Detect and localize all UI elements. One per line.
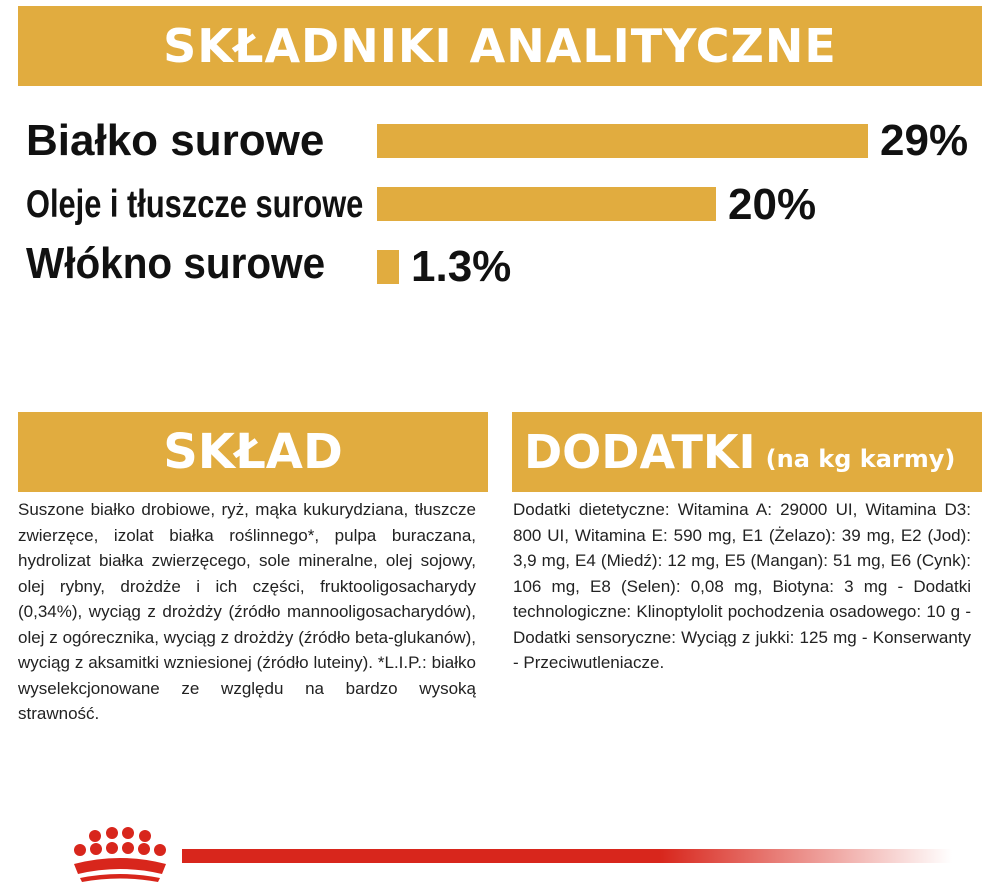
nutrient-label-fat: Oleje i tłuszcze surowe (26, 183, 364, 226)
analytical-constituents-banner (18, 6, 982, 86)
nutrient-value-fat: 20% (728, 180, 817, 229)
nutrient-value-fibre: 1.3% (411, 242, 512, 291)
additives-subtitle: (na kg karmy) (765, 445, 956, 473)
analytical-constituents-title: SKŁADNIKI ANALITYCZNE (163, 19, 837, 73)
nutrient-bar-fibre (377, 250, 399, 284)
composition-text: Suszone białko drobiowe, ryż, mąka kukurydziana, tłuszcze zwierzęce, izolat białka roślinnego*, pulpa buraczana, hydrolizat białka zwierzęcego, sole mineralne, olej sojowy, olej rybny, drożdże i ich części, fruktooligosacharydy (0,34%), wyciąg z drożdży (źródło mannooligosacharydów), olej z ogórecznika, wyciąg z drożdży (źródło beta-glukanów), wyciąg z aksamitki wzniesionej (źródło luteiny). *L.I.P.: białko wyselekcjonowane ze względu na bardzo wysoką strawność. (18, 500, 476, 723)
nutrient-bar-fat (377, 187, 716, 221)
additives-banner (512, 412, 982, 492)
nutrient-label-fibre: Włókno surowe (26, 239, 326, 288)
nutrient-value-protein: 29% (880, 116, 969, 165)
royal-canin-crown-icon (70, 826, 170, 884)
nutrient-bar-protein (377, 124, 868, 158)
additives-text: Dodatki dietetyczne: Witamina A: 29000 UI, Witamina D3: 800 UI, Witamina E: 590 mg, E1 (Żelazo): 39 mg, E2 (Jod): 3,9 mg, E4 (Miedź): 12 mg, E5 (Mangan): 51 mg, E6 (Cynk): 106 mg, E8 (Selen): 0,08 mg, Biotyna: 3 mg - Dodatki technologiczne: Klinoptylolit pochodzenia osadowego: 10 g - Dodatki sensoryczne: Wyciąg z jukki: 125 mg - Konserwanty - Przeciwutleniacze. (513, 500, 971, 672)
composition-banner (18, 412, 488, 492)
additives-title: DODATKI (524, 425, 756, 479)
nutrient-label-protein: Białko surowe (26, 116, 325, 165)
composition-title: SKŁAD (163, 424, 343, 480)
footer-red-line (182, 849, 952, 863)
